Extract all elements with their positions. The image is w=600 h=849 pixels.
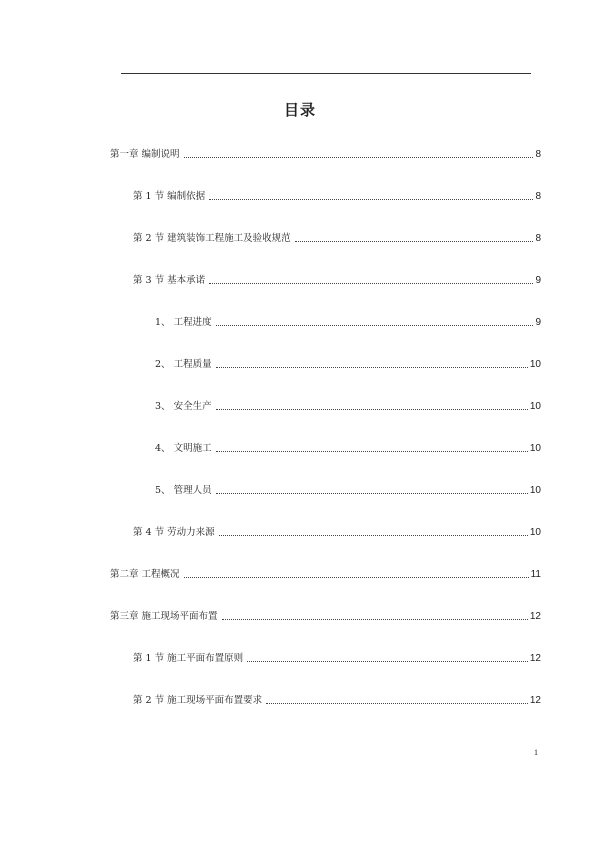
dot-leader: [216, 451, 528, 452]
toc-entry-item-2[interactable]: [155, 355, 541, 371]
footer-page-number: 1: [534, 748, 538, 757]
toc-entry-item-5[interactable]: [155, 481, 541, 497]
toc-entry-page: 12: [529, 653, 541, 664]
toc-entry-page: 8: [535, 191, 541, 202]
dot-leader: [209, 283, 533, 284]
dot-leader: [216, 493, 528, 494]
toc-entry-label: 第 2 节 建筑装饰工程施工及验收规范: [133, 233, 291, 244]
dot-leader: [219, 535, 528, 536]
dot-leader: [216, 325, 534, 326]
toc-entry-page: 10: [529, 401, 541, 412]
toc-entry-label: 第 4 节 劳动力来源: [133, 527, 215, 538]
toc-entry-page: 10: [529, 527, 541, 538]
toc-entry-page: 12: [529, 611, 541, 622]
dot-leader: [216, 409, 528, 410]
toc-entry-chapter-2[interactable]: [110, 565, 541, 581]
toc-entry-label: 1、 工程进度: [155, 317, 212, 328]
dot-leader: [247, 661, 528, 662]
toc-entry-label: 第三章 施工现场平面布置: [110, 611, 218, 622]
dot-leader: [222, 619, 528, 620]
toc-entry-label: 第 3 节 基本承诺: [133, 275, 206, 286]
toc-entry-page: 9: [535, 275, 541, 286]
toc-entry-page: 10: [529, 443, 541, 454]
toc-entry-item-1[interactable]: [155, 313, 541, 329]
toc-entry-section-1-1[interactable]: [133, 187, 541, 203]
toc-entry-page: 11: [530, 569, 541, 580]
toc-title: 目录: [283, 101, 316, 119]
toc-entry-label: 5、 管理人员: [155, 485, 212, 496]
dot-leader: [295, 241, 534, 242]
toc-entry-page: 9: [535, 317, 541, 328]
toc-entry-label: 3、 安全生产: [155, 401, 212, 412]
dot-leader: [216, 367, 528, 368]
toc-entry-chapter-3[interactable]: [110, 607, 541, 623]
toc-entry-page: 10: [529, 485, 541, 496]
toc-entry-section-1-3[interactable]: [133, 271, 541, 287]
toc-entry-page: 8: [535, 233, 541, 244]
toc-entry-label: 2、 工程质量: [155, 359, 212, 370]
toc-entry-label: 第一章 编制说明: [110, 149, 180, 160]
toc-entry-page: 8: [535, 149, 541, 160]
toc-entry-label: 第 2 节 施工现场平面布置要求: [133, 695, 263, 706]
toc-entry-label: 4、 文明施工: [155, 443, 212, 454]
toc-entry-label: 第 1 节 施工平面布置原则: [133, 653, 244, 664]
toc-entry-item-3[interactable]: [155, 397, 541, 413]
toc-entry-page: 12: [529, 695, 541, 706]
toc-entry-label: 第 1 节 编制依据: [133, 191, 206, 202]
dot-leader: [184, 157, 534, 158]
toc-entry-section-3-2[interactable]: [133, 691, 541, 707]
dot-leader: [209, 199, 533, 200]
toc-entry-section-1-4[interactable]: [133, 523, 541, 539]
dot-leader: [184, 577, 529, 578]
dot-leader: [266, 703, 528, 704]
toc-entry-label: 第二章 工程概况: [110, 569, 180, 580]
toc-entry-page: 10: [529, 359, 541, 370]
toc-entry-section-3-1[interactable]: [133, 649, 541, 665]
toc-entry-chapter-1[interactable]: [110, 145, 541, 161]
toc-entry-section-1-2[interactable]: [133, 229, 541, 245]
toc-entry-item-4[interactable]: [155, 439, 541, 455]
